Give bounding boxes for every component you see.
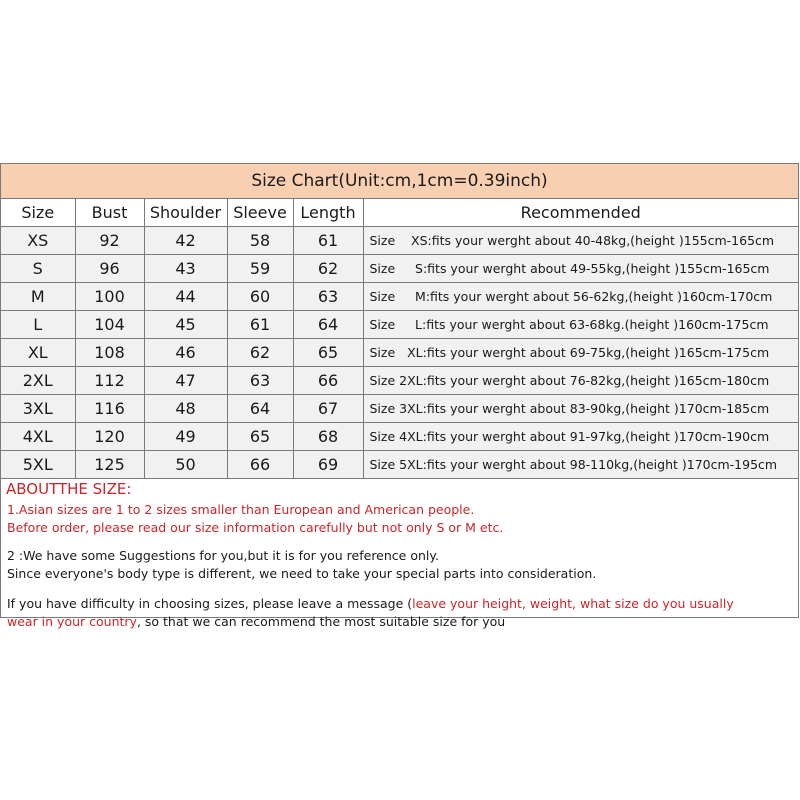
measurement-cell: 66 — [227, 451, 293, 479]
recommended-cell: Size 5XL:fits your werght about 98-110kg,(height )170cm-195cm — [363, 451, 798, 479]
size-cell: 2XL — [1, 367, 75, 395]
measurement-cell: 60 — [227, 283, 293, 311]
measurement-cell: 45 — [144, 311, 227, 339]
size-cell: M — [1, 283, 75, 311]
table-row — [1, 255, 798, 283]
recommended-cell: Size XL:fits your werght about 69-75kg,(height )165cm-175cm — [363, 339, 798, 367]
measurement-cell: 50 — [144, 451, 227, 479]
table-row — [1, 283, 798, 311]
measurement-cell: 43 — [144, 255, 227, 283]
measurement-cell: 92 — [75, 227, 144, 255]
column-header: Length — [293, 199, 363, 227]
column-header: Shoulder — [144, 199, 227, 227]
size-cell: S — [1, 255, 75, 283]
table-row — [1, 367, 798, 395]
measurement-cell: 42 — [144, 227, 227, 255]
recommended-cell: Size S:fits your werght about 49-55kg,(height )155cm-165cm — [363, 255, 798, 283]
measurement-cell: 116 — [75, 395, 144, 423]
recommended-cell: Size M:fits your werght about 56-62kg,(height )160cm-170cm — [363, 283, 798, 311]
measurement-cell: 59 — [227, 255, 293, 283]
measurement-cell: 58 — [227, 227, 293, 255]
measurement-cell: 61 — [227, 311, 293, 339]
size-cell: 5XL — [1, 451, 75, 479]
measurement-cell: 48 — [144, 395, 227, 423]
measurement-cell: 49 — [144, 423, 227, 451]
measurement-cell: 62 — [293, 255, 363, 283]
column-header: Recommended — [363, 199, 798, 227]
table-header-row — [1, 199, 798, 227]
size-cell: 3XL — [1, 395, 75, 423]
measurement-cell: 104 — [75, 311, 144, 339]
message-highlight: leave your height, weight, what size do you usually — [412, 596, 734, 611]
measurement-cell: 44 — [144, 283, 227, 311]
measurement-cell: 46 — [144, 339, 227, 367]
recommended-cell: Size 4XL:fits your werght about 91-97kg,(height )170cm-190cm — [363, 423, 798, 451]
measurement-cell: 68 — [293, 423, 363, 451]
size-cell: XS — [1, 227, 75, 255]
measurement-cell: 63 — [293, 283, 363, 311]
recommended-cell: Size XS:fits your werght about 40-48kg,(height )155cm-165cm — [363, 227, 798, 255]
size-cell: 4XL — [1, 423, 75, 451]
about-size-heading: ABOUTTHE SIZE: — [6, 480, 132, 498]
suggestion-line: Since everyone's body type is different, we need to take your special parts into consideration. — [7, 566, 597, 581]
recommended-cell: Size 2XL:fits your werght about 76-82kg,(height )165cm-180cm — [363, 367, 798, 395]
measurement-cell: 108 — [75, 339, 144, 367]
table-row — [1, 423, 798, 451]
measurement-cell: 64 — [293, 311, 363, 339]
measurement-cell: 47 — [144, 367, 227, 395]
measurement-cell: 62 — [227, 339, 293, 367]
recommended-cell: Size L:fits your werght about 63-68kg.(height )160cm-175cm — [363, 311, 798, 339]
measurement-cell: 61 — [293, 227, 363, 255]
size-chart-title: Size Chart(Unit:cm,1cm=0.39inch) — [1, 164, 798, 199]
column-header: Sleeve — [227, 199, 293, 227]
column-header: Size — [1, 199, 75, 227]
recommended-cell: Size 3XL:fits your werght about 83-90kg,(height )170cm-185cm — [363, 395, 798, 423]
table-row — [1, 451, 798, 479]
measurement-cell: 66 — [293, 367, 363, 395]
message-highlight: wear in your country — [7, 614, 137, 629]
measurement-cell: 65 — [293, 339, 363, 367]
about-size-line: Before order, please read our size information carefully but not only S or M etc. — [7, 520, 504, 535]
measurement-cell: 67 — [293, 395, 363, 423]
measurement-cell: 125 — [75, 451, 144, 479]
table-row — [1, 339, 798, 367]
measurement-cell: 96 — [75, 255, 144, 283]
table-row — [1, 227, 798, 255]
measurement-cell: 100 — [75, 283, 144, 311]
size-chart — [0, 163, 799, 629]
measurement-cell: 63 — [227, 367, 293, 395]
suggestion-line: 2 :We have some Suggestions for you,but it is for you reference only. — [7, 548, 439, 563]
measurement-cell: 69 — [293, 451, 363, 479]
message-line — [7, 614, 505, 629]
column-header: Bust — [75, 199, 144, 227]
measurement-cell: 120 — [75, 423, 144, 451]
table-row — [1, 311, 798, 339]
measurement-cell: 112 — [75, 367, 144, 395]
table-body — [1, 227, 798, 479]
size-table — [1, 199, 798, 479]
measurement-cell: 65 — [227, 423, 293, 451]
message-line — [7, 596, 734, 611]
about-size-line: 1.Asian sizes are 1 to 2 sizes smaller than European and American people. — [7, 502, 475, 517]
message-text: , so that we can recommend the most suitable size for you — [136, 614, 506, 629]
message-text: If you have difficulty in choosing sizes, please leave a message ( — [7, 596, 413, 611]
size-cell: L — [1, 311, 75, 339]
size-cell: XL — [1, 339, 75, 367]
measurement-cell: 64 — [227, 395, 293, 423]
table-row — [1, 395, 798, 423]
